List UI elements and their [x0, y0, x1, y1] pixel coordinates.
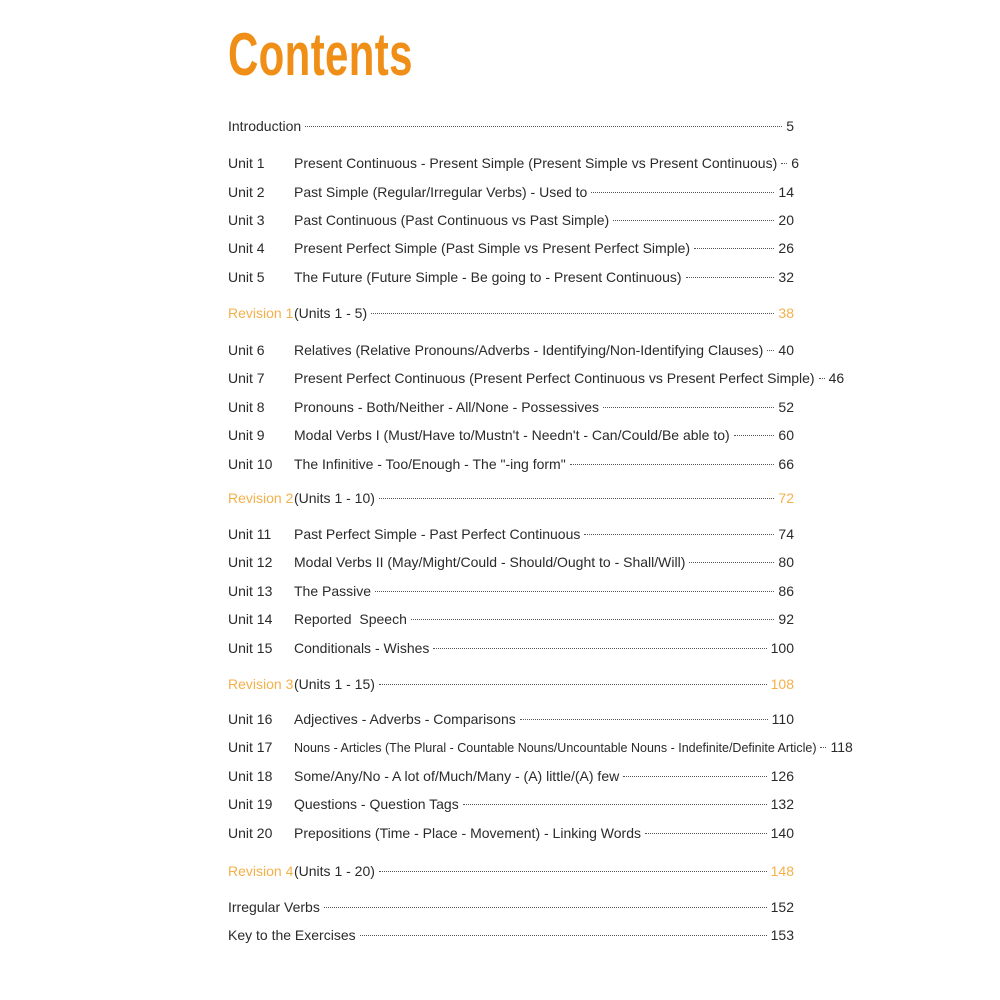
entry-title: Conditionals - Wishes	[294, 640, 430, 656]
entry-title: Irregular Verbs	[228, 899, 320, 915]
toc-entry-key-to-exercises[interactable]	[228, 924, 794, 946]
entry-title: Some/Any/No - A lot of/Much/Many - (A) little/(A) few	[294, 768, 620, 784]
dot-leader	[324, 907, 767, 908]
entry-page: 66	[778, 456, 794, 472]
entry-title: (Units 1 - 20)	[294, 863, 375, 879]
toc-entry-unit-17[interactable]	[228, 736, 853, 758]
dot-leader	[820, 747, 826, 748]
toc-entry-unit-3[interactable]	[228, 209, 794, 231]
entry-title: Questions - Question Tags	[294, 796, 459, 812]
entry-title: Past Perfect Simple - Past Perfect Continuous	[294, 526, 581, 542]
entry-label: Unit 18	[228, 768, 273, 784]
dot-leader	[603, 407, 774, 408]
entry-title: (Units 1 - 10)	[294, 490, 375, 506]
dot-leader	[613, 220, 774, 221]
entry-title: Relatives (Relative Pronouns/Adverbs - Identifying/Non-Identifying Clauses)	[294, 342, 764, 358]
entry-page: 72	[778, 490, 794, 506]
entry-label: Unit 1	[228, 155, 265, 171]
dot-leader	[520, 719, 768, 720]
page-title: Contents	[228, 21, 413, 88]
entry-page: 32	[778, 269, 794, 285]
dot-leader	[375, 591, 774, 592]
entry-label: Unit 19	[228, 796, 273, 812]
entry-label: Unit 7	[228, 370, 265, 386]
entry-label: Unit 2	[228, 184, 265, 200]
toc-entry-unit-2[interactable]	[228, 181, 794, 203]
entry-page: 80	[778, 554, 794, 570]
entry-label: Unit 4	[228, 240, 265, 256]
toc-entry-unit-20[interactable]	[228, 822, 794, 844]
entry-page: 52	[778, 399, 794, 415]
toc-entry-revision-4[interactable]	[228, 860, 794, 882]
dot-leader	[371, 313, 774, 314]
entry-title: Key to the Exercises	[228, 927, 356, 943]
toc-entry-revision-3[interactable]	[228, 673, 794, 695]
entry-label: Unit 11	[228, 526, 272, 542]
toc-entry-unit-7[interactable]	[228, 367, 845, 389]
entry-title: Modal Verbs I (Must/Have to/Mustn't - Needn't - Can/Could/Be able to)	[294, 427, 730, 443]
toc-entry-revision-1[interactable]	[228, 302, 794, 324]
entry-page: 152	[770, 899, 794, 915]
entry-label: Unit 17	[228, 739, 273, 755]
entry-title: Present Perfect Simple (Past Simple vs Present Perfect Simple)	[294, 240, 691, 256]
dot-leader	[734, 435, 775, 436]
entry-label: Unit 16	[228, 711, 273, 727]
toc-entry-unit-19[interactable]	[228, 793, 794, 815]
entry-page: 20	[778, 212, 794, 228]
entry-page: 118	[830, 739, 853, 755]
toc-entry-unit-5[interactable]	[228, 266, 794, 288]
dot-leader	[379, 684, 767, 685]
toc-entry-unit-4[interactable]	[228, 237, 794, 259]
entry-page: 110	[771, 711, 794, 727]
entry-page: 140	[770, 825, 794, 841]
entry-title: Present Continuous - Present Simple (Present Simple vs Present Continuous)	[294, 155, 778, 171]
dot-leader	[694, 248, 774, 249]
entry-title: Nouns - Articles (The Plural - Countable Nouns/Uncountable Nouns - Indefinite/Definite Article)	[294, 741, 817, 755]
entry-page: 153	[770, 927, 794, 943]
dot-leader	[686, 277, 775, 278]
entry-label: Revision 1	[228, 305, 294, 321]
entry-title: Modal Verbs II (May/Might/Could - Should/Ought to - Shall/Will)	[294, 554, 686, 570]
entry-page: 40	[778, 342, 794, 358]
toc-entry-unit-8[interactable]	[228, 396, 794, 418]
toc-entry-revision-2[interactable]	[228, 487, 794, 509]
toc-entry-unit-9[interactable]	[228, 424, 794, 446]
entry-title: Present Perfect Continuous (Present Perfect Continuous vs Present Perfect Simple)	[294, 370, 815, 386]
dot-leader	[623, 776, 766, 777]
toc-entry-irregular-verbs[interactable]	[228, 896, 794, 918]
dot-leader	[379, 871, 767, 872]
entry-page: 38	[778, 305, 794, 321]
entry-title: The Passive	[294, 583, 372, 599]
entry-label: Unit 14	[228, 611, 273, 627]
entry-title: The Infinitive - Too/Enough - The "-ing form"	[294, 456, 566, 472]
entry-title: Reported Speech	[294, 611, 407, 627]
entry-title: Prepositions (Time - Place - Movement) - Linking Words	[294, 825, 641, 841]
toc-entry-unit-12[interactable]	[228, 551, 794, 573]
entry-title: Past Continuous (Past Continuous vs Past Simple)	[294, 212, 610, 228]
dot-leader	[570, 464, 775, 465]
entry-page: 74	[778, 526, 794, 542]
toc-entry-unit-1[interactable]	[228, 152, 800, 174]
entry-label: Unit 10	[228, 456, 273, 472]
toc-entry-unit-6[interactable]	[228, 339, 794, 361]
entry-page: 6	[791, 155, 800, 171]
entry-label: Revision 3	[228, 676, 294, 692]
dot-leader	[584, 534, 774, 535]
entry-title: (Units 1 - 5)	[294, 305, 368, 321]
dot-leader	[819, 378, 825, 379]
dot-leader	[767, 350, 774, 351]
entry-label: Revision 2	[228, 490, 294, 506]
entry-label: Unit 12	[228, 554, 273, 570]
dot-leader	[411, 619, 775, 620]
entry-page: 132	[770, 796, 794, 812]
toc-entry-introduction[interactable]	[228, 115, 794, 137]
entry-page: 100	[770, 640, 794, 656]
dot-leader	[433, 648, 766, 649]
dot-leader	[781, 163, 787, 164]
entry-label: Unit 15	[228, 640, 273, 656]
entry-page: 5	[786, 118, 794, 134]
entry-page: 86	[778, 583, 794, 599]
entry-title: (Units 1 - 15)	[294, 676, 375, 692]
entry-label: Revision 4	[228, 863, 294, 879]
entry-label: Unit 20	[228, 825, 273, 841]
entry-title: The Future (Future Simple - Be going to - Present Continuous)	[294, 269, 682, 285]
entry-page: 60	[778, 427, 794, 443]
toc-entry-unit-16[interactable]	[228, 708, 794, 730]
dot-leader	[360, 935, 767, 936]
toc-entry-unit-14[interactable]	[228, 608, 794, 630]
entry-page: 108	[770, 676, 794, 692]
dot-leader	[379, 498, 775, 499]
toc-entry-unit-10[interactable]	[228, 453, 794, 475]
entry-label: Unit 13	[228, 583, 273, 599]
dot-leader	[305, 126, 782, 127]
dot-leader	[689, 562, 774, 563]
toc-entry-unit-11[interactable]	[228, 523, 794, 545]
dot-leader	[463, 804, 767, 805]
dot-leader	[591, 192, 774, 193]
entry-title: Past Simple (Regular/Irregular Verbs) - Used to	[294, 184, 588, 200]
dot-leader	[645, 833, 767, 834]
entry-page: 14	[778, 184, 794, 200]
entry-title: Pronouns - Both/Neither - All/None - Possessives	[294, 399, 600, 415]
entry-label: Unit 9	[228, 427, 265, 443]
entry-page: 92	[778, 611, 794, 627]
entry-label: Unit 3	[228, 212, 265, 228]
toc-entry-unit-18[interactable]	[228, 765, 794, 787]
entry-title: Adjectives - Adverbs - Comparisons	[294, 711, 516, 727]
entry-page: 46	[828, 370, 845, 386]
entry-label: Unit 5	[228, 269, 265, 285]
entry-page: 148	[770, 863, 794, 879]
entry-title: Introduction	[228, 118, 302, 134]
entry-page: 26	[778, 240, 794, 256]
entry-page: 126	[770, 768, 794, 784]
entry-label: Unit 6	[228, 342, 265, 358]
toc-entry-unit-15[interactable]	[228, 637, 794, 659]
entry-label: Unit 8	[228, 399, 265, 415]
toc-entry-unit-13[interactable]	[228, 580, 794, 602]
